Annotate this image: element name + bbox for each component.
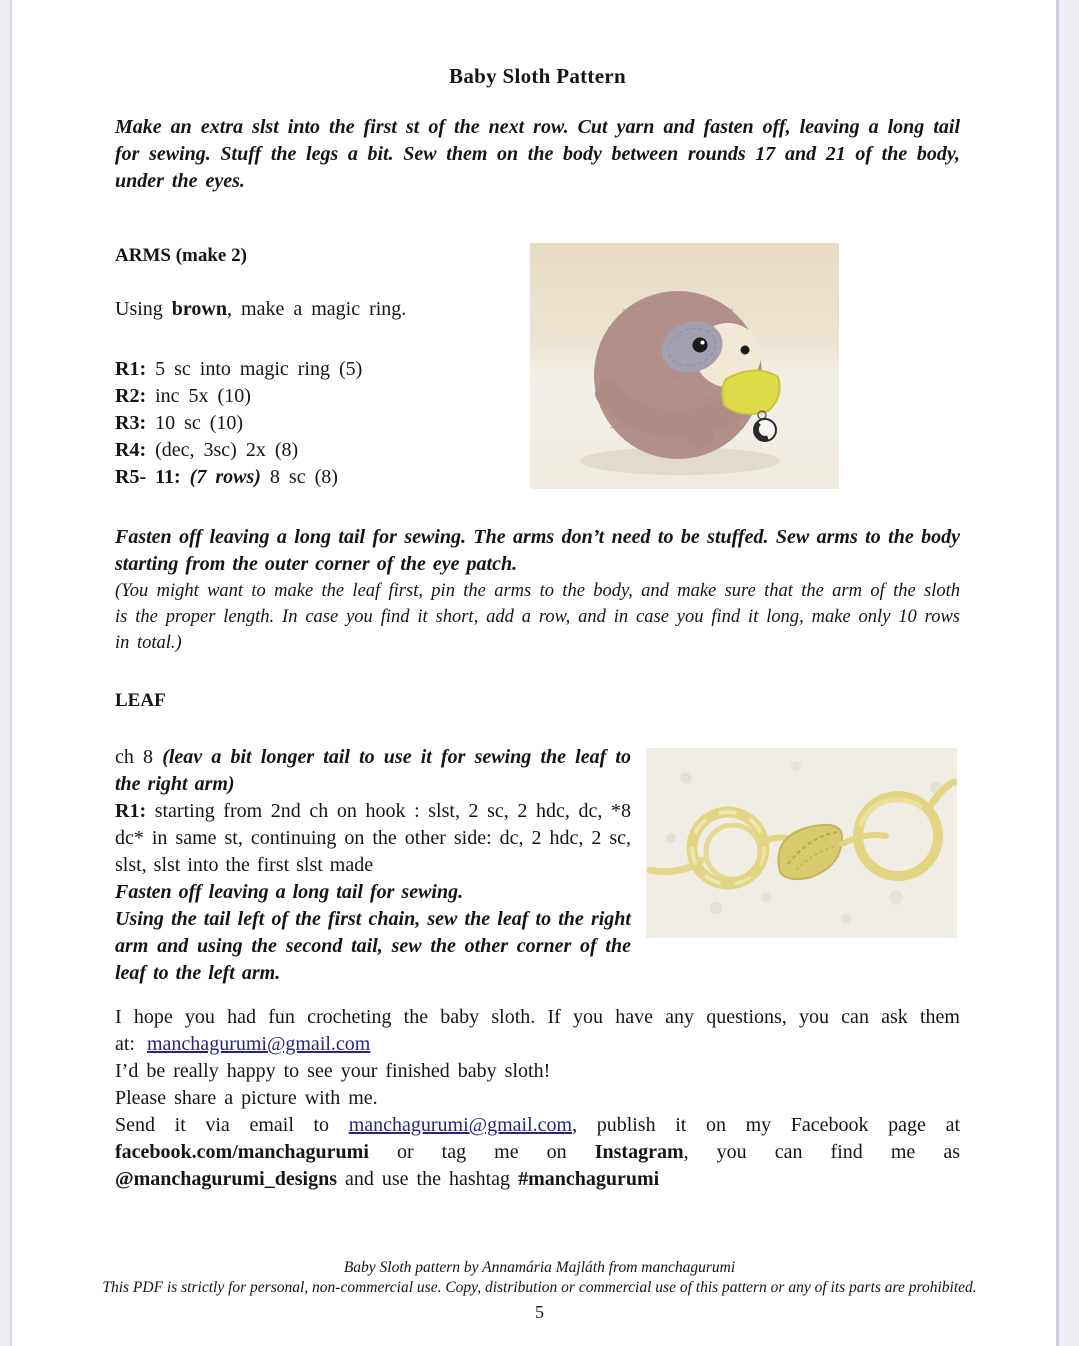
scan-edge-right (1056, 0, 1079, 1346)
hashtag: #manchagurumi (518, 1168, 660, 1190)
sloth-photo (530, 243, 839, 489)
arms-finishing-block (115, 524, 960, 656)
page-content (115, 0, 960, 1346)
page-title: Baby Sloth Pattern (449, 64, 626, 88)
sloth-right-eye (741, 346, 750, 355)
row-label: R3: (115, 412, 147, 434)
facebook-page: facebook.com/manchagurumi (115, 1141, 369, 1163)
closing-questions (115, 1004, 960, 1058)
email-link[interactable]: manchagurumi@gmail.com (147, 1033, 371, 1055)
yarn-color: brown (171, 298, 228, 320)
row-label: R1: (115, 800, 147, 822)
leaf-illustration (646, 748, 957, 938)
email-link-2[interactable]: manchagurumi@gmail.com (348, 1114, 573, 1136)
row-label: R4: (115, 439, 147, 461)
row-text: 8 sc (8) (260, 466, 338, 488)
row-text: starting from 2nd ch on hook : slst, 2 sc, 2 hdc, dc, *8 dc* in same st, continuing on the other side: dc, 2 hdc, 2 sc, slst, slst into the first slst made (115, 800, 631, 876)
leaf-instructions (115, 744, 631, 987)
instagram-handle: @manchagurumi_designs (115, 1168, 337, 1190)
leaf-section (115, 690, 960, 987)
closing-social (115, 1112, 960, 1193)
closing-share: Please share a picture with me. (115, 1087, 378, 1109)
row-text: 5 sc into magic ring (5) (146, 358, 363, 380)
leaf-chain-line (115, 744, 631, 798)
social-text-5: and use the hashtag (336, 1168, 519, 1190)
closing-questions-text: I hope you had fun crocheting the baby sloth. If you have any questions, you can ask them at: (115, 1006, 960, 1055)
row-text: inc 5x (10) (146, 385, 251, 407)
arms-yarn-note-prefix: Using (115, 298, 172, 320)
closing-happy: I’d be really happy to see your finished baby sloth! (115, 1060, 551, 1082)
arms-yarn-note-suffix: , make a magic ring. (227, 298, 407, 320)
row-label: R2: (115, 385, 147, 407)
sloth-illustration (530, 243, 839, 489)
leaf-heading: LEAF (115, 690, 166, 711)
page-footer (0, 1258, 1079, 1323)
row-label: R1: (115, 358, 147, 380)
leaf-row-r1 (115, 798, 631, 879)
social-text-3: or tag me on (368, 1141, 595, 1163)
intro-paragraph: Make an extra slst into the first st of the next row. Cut yarn and fasten off, leaving a long tail for sewing. Stuff the legs a bit. Sew them on the body between rounds 17 and 21 of the body, under the eyes. (115, 116, 960, 192)
scan-edge-left (0, 0, 12, 1346)
row-text: (dec, 3sc) 2x (8) (146, 439, 299, 461)
leaf-chain-note: (leav a bit longer tail to use it for sewing the leaf to the right arm) (115, 746, 631, 795)
page-number: 5 (535, 1302, 544, 1322)
social-text-1: Send it via email to (115, 1114, 349, 1136)
leaf-fasten-note: Fasten off leaving a long tail for sewing. (115, 881, 464, 903)
pattern-credit: Baby Sloth pattern by Annamária Majláth from manchagurumi (343, 1259, 736, 1276)
leaf-photo (646, 748, 957, 938)
leaf-sew-note: Using the tail left of the first chain, sew the leaf to the right arm and using the second tail, sew the other corner of the leaf to the left arm. (115, 908, 631, 984)
yellow-leaf (722, 370, 779, 413)
arms-section (115, 245, 960, 491)
row-text: 10 sc (10) (146, 412, 244, 434)
row-label: R5- 11: (115, 466, 181, 488)
instagram-label: Instagram (594, 1141, 684, 1163)
social-text-2: , publish it on my Facebook page at (572, 1114, 960, 1136)
arms-heading: ARMS (make 2) (115, 245, 247, 266)
sloth-left-eye (693, 338, 708, 353)
arms-length-note: (You might want to make the leaf first, pin the arms to the body, and make sure that the arm of the sloth is the proper length. In case you find it short, add a row, and in case you find it long, make only 10 rows in total.) (115, 581, 960, 653)
social-text-4: , you can find me as (683, 1141, 960, 1163)
leaf-chain-text: ch 8 (115, 746, 163, 768)
arms-finishing-note: Fasten off leaving a long tail for sewing. The arms don’t need to be stuffed. Sew arms to the body starting from the outer corner of the eye patch. (115, 526, 960, 575)
row-note: (7 rows) (189, 466, 261, 488)
closing-block (115, 1004, 960, 1193)
sloth-paw (685, 419, 715, 449)
license-notice: This PDF is strictly for personal, non-commercial use. Copy, distribution or commercial use of this pattern or any of its parts are prohibited. (102, 1279, 977, 1296)
eye-highlight (701, 341, 705, 345)
